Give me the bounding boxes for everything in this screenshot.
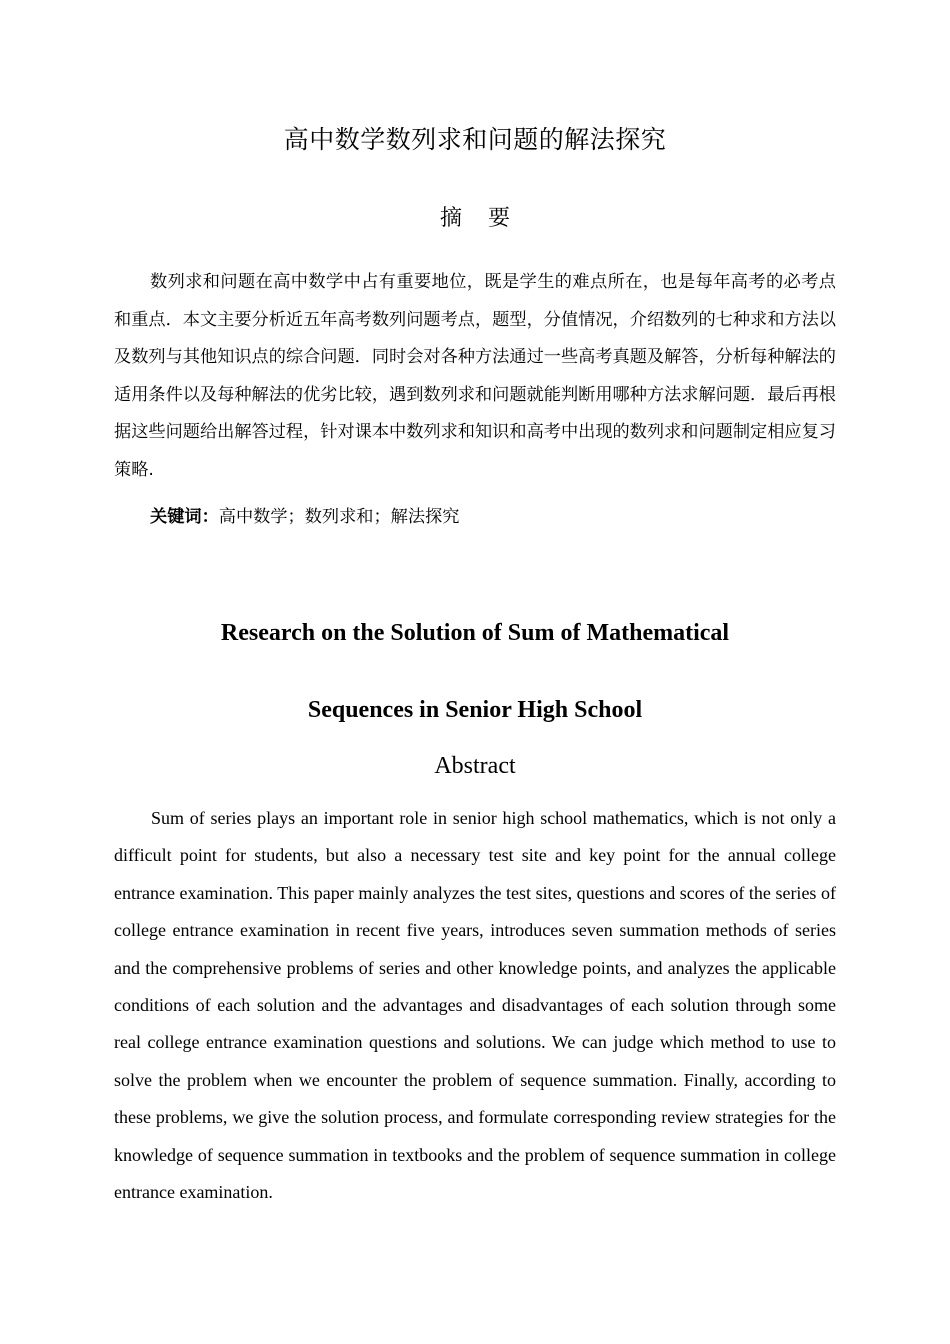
chinese-keywords — [150, 499, 836, 537]
english-title-line-2: Sequences in Senior High School — [307, 697, 643, 723]
english-title — [114, 595, 836, 749]
chinese-abstract-heading: 摘要 — [439, 206, 536, 231]
english-title-line-1: Research on the Solution of Sum of Mathematical — [220, 620, 730, 646]
chinese-title: 高中数学数列求和问题的解法探究 — [283, 125, 667, 154]
keywords-value: 高中数学；数列求和；解法探究 — [218, 507, 460, 527]
english-abstract-body: Sum of series plays an important role in senior high school mathematics, which is not only a difficult point for students, but also a necessary test site and key point for the annual college entrance examination. This paper mainly analyzes the test sites, questions and scores of the series of college entrance examination in recent five years, introduces seven summation methods of series and the comprehensive problems of series and other knowledge points, and analyzes the applicable conditions of each solution and the advantages and disadvantages of each solution through some real college entrance examination questions and solutions. We can judge which method to use to solve the problem when we encounter the problem of sequence summation. Finally, according to these problems, we give the solution process, and formulate corresponding review strategies for the knowledge of sequence summation in textbooks and the problem of sequence summation in college entrance examination. — [114, 808, 836, 1203]
english-abstract-heading: Abstract — [434, 753, 516, 779]
keywords-label: 关键词： — [150, 507, 219, 527]
chinese-abstract-body: 数列求和问题在高中数学中占有重要地位，既是学生的难点所在，也是每年高考的必考点和重点．本文主要分析近五年高考数列问题考点，题型，分值情况，介绍数列的七种求和方法以及数列与其他知识点的综合问题．同时会对各种方法通过一些高考真题及解答，分析每种解法的适用条件以及每种解法的优劣比较，遇到数列求和问题就能判断用哪种方法求解问题．最后再根据这些问题给出解答过程，针对课本中数列求和知识和高考中出现的数列求和问题制定相应复习策略. — [114, 272, 836, 480]
